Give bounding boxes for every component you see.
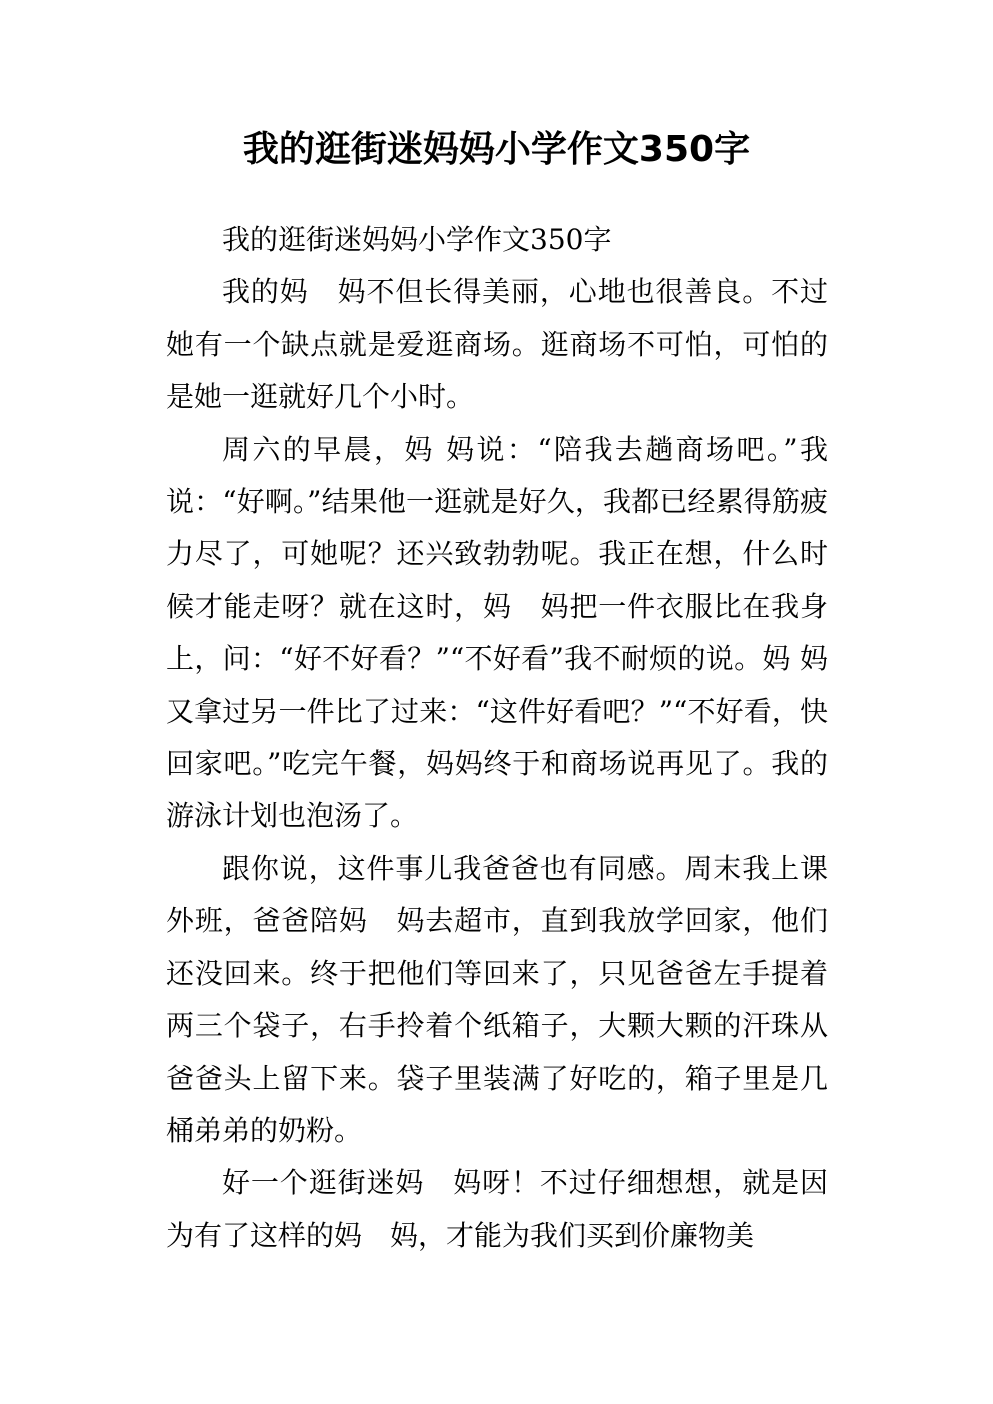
document-title: 我的逛街迷妈妈小学作文350字 [242,129,751,170]
paragraph-1: 我的逛街迷妈妈小学作文350字 [222,223,612,256]
paragraph-4: 跟你说，这件事儿我爸爸也有同感。周末我上课外班，爸爸陪妈 妈去超市，直到我放学回家，他们还没回来。终于把他们等回来了，只见爸爸左手提着两三个袋子，右手拎着个纸箱子，大颗大颗的汗珠从爸爸头上留下来。袋子里装满了好吃的，箱子里是几桶弟弟的奶粉。 [166,851,828,1147]
paragraph-3: 周六的早晨，妈 妈说：“陪我去趟商场吧。”我说：“好啊。”结果他一逛就是好久，我都已经累得筋疲力尽了，可她呢？还兴致勃勃呢。我正在想，什么时候才能走呀？就在这时，妈 妈把一件衣服比在我身上，问：“好不好看？”“不好看”我不耐烦的说。妈 妈又拿过另一件比了过来：“这件好看吧？”“不好看，快回家吧。”吃完午餐，妈妈终于和商场说再见了。我的游泳计划也泡汤了。 [166,432,828,833]
document-body [166,214,828,1262]
paragraph-2: 我的妈 妈不但长得美丽，心地也很善良。不过她有一个缺点就是爱逛商场。逛商场不可怕，可怕的是她一逛就好几个小时。 [166,275,828,414]
paragraph-5: 好一个逛街迷妈 妈呀！不过仔细想想，就是因为有了这样的妈 妈，才能为我们买到价廉物美 [166,1166,828,1252]
